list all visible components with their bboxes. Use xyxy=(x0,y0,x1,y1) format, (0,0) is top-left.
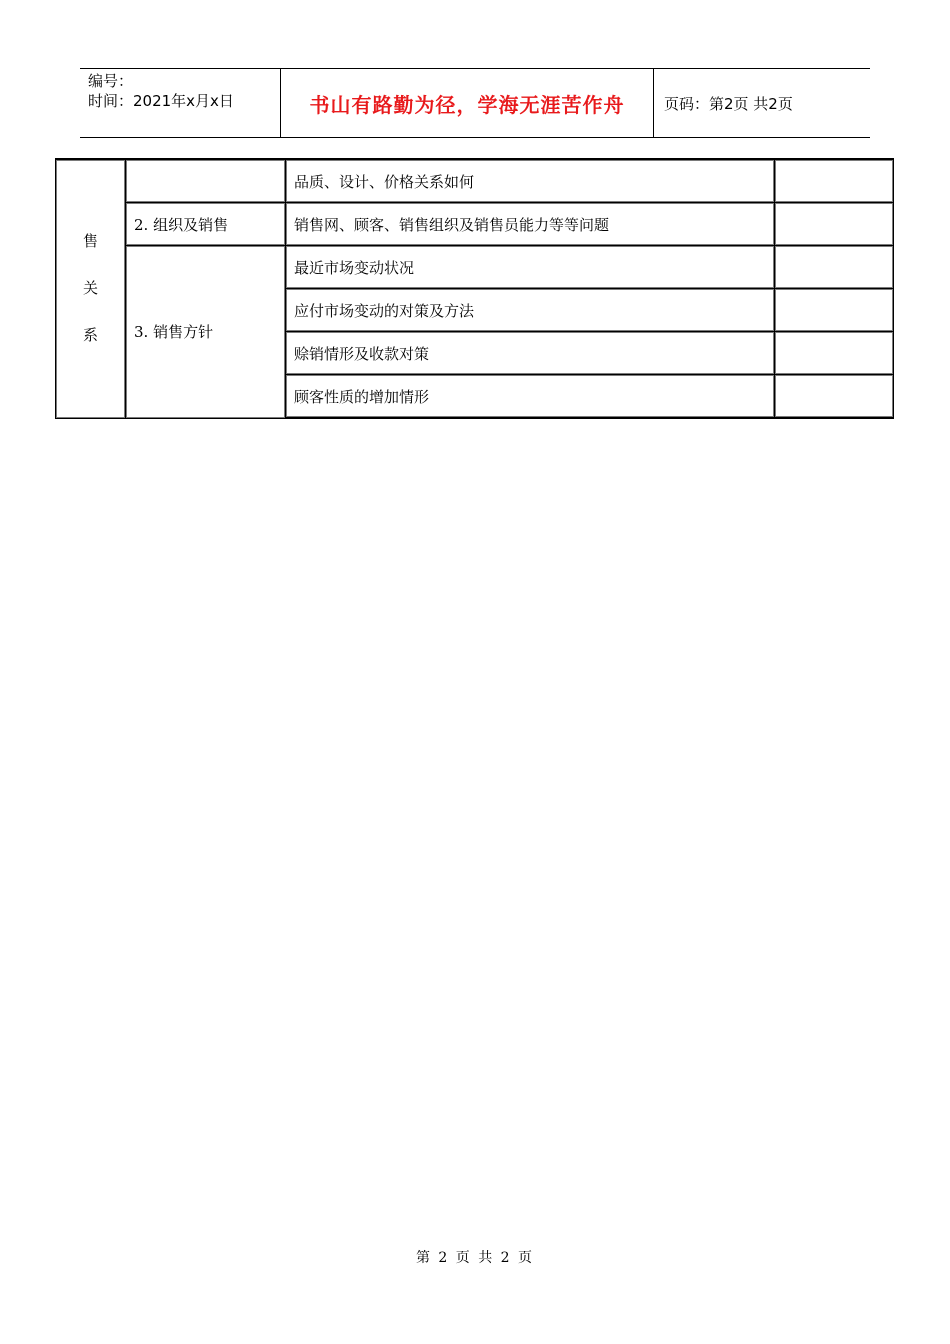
category-char: 系 xyxy=(82,326,98,345)
document-number: 编号： xyxy=(88,72,134,90)
item-cell: 销售网、顾客、销售组织及销售员能力等等问题 xyxy=(286,203,775,246)
category-cell xyxy=(56,159,126,418)
item-cell: 应付市场变动的对策及方法 xyxy=(286,289,775,332)
table-row xyxy=(56,203,894,246)
sales-relationship-table xyxy=(55,158,894,419)
table-row xyxy=(56,246,894,289)
section-cell: 2. 组织及销售 xyxy=(126,203,286,246)
note-cell xyxy=(775,159,894,203)
header-motto-cell xyxy=(281,69,654,137)
item-cell: 最近市场变动状况 xyxy=(286,246,775,289)
header-page-cell xyxy=(654,69,870,137)
note-cell xyxy=(775,246,894,289)
table-row xyxy=(56,159,894,203)
page-footer: 第 2 页 共 2 页 xyxy=(415,1250,535,1266)
item-cell: 顾客性质的增加情形 xyxy=(286,375,775,419)
page-header xyxy=(80,68,870,138)
note-cell xyxy=(775,289,894,332)
section-cell xyxy=(126,159,286,203)
header-meta xyxy=(80,69,281,137)
section-cell: 3. 销售方针 xyxy=(126,246,286,419)
item-cell: 赊销情形及收款对策 xyxy=(286,332,775,375)
document-time: 时间：2021年x月x日 xyxy=(88,92,234,110)
note-cell xyxy=(775,203,894,246)
category-char: 关 xyxy=(82,279,98,298)
header-page-number: 页码：第2页 共2页 xyxy=(664,94,793,113)
item-cell: 品质、设计、价格关系如何 xyxy=(286,159,775,203)
note-cell xyxy=(775,332,894,375)
category-char: 售 xyxy=(82,232,98,251)
header-motto: 书山有路勤为径，学海无涯苦作舟 xyxy=(309,92,625,117)
note-cell xyxy=(775,375,894,419)
